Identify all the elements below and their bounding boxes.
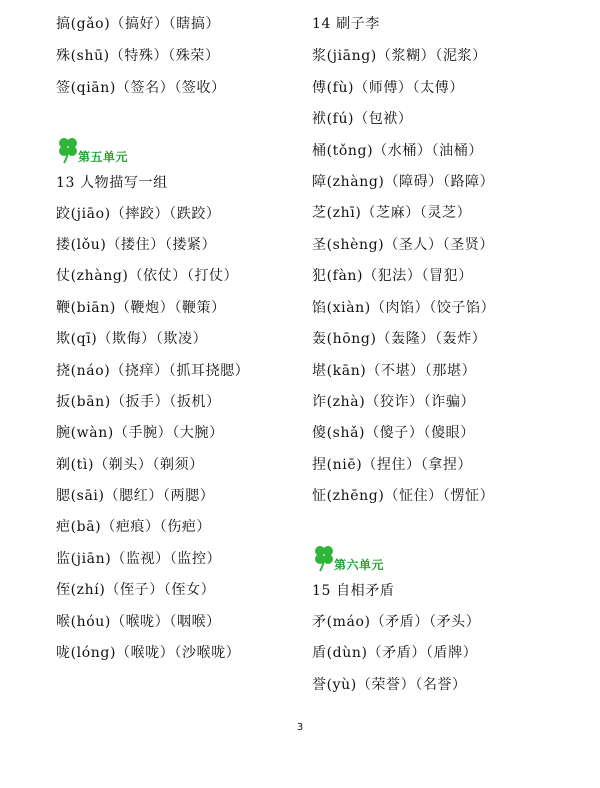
vocab-line: 扳(bān)（扳手）（扳机） bbox=[56, 394, 221, 410]
page-number: 3 bbox=[296, 722, 304, 733]
vocab-line: 盾(dùn)（矛盾）（盾牌） bbox=[312, 645, 478, 661]
vocab-line: 鞭(biān)（鞭炮）（鞭策） bbox=[56, 300, 226, 316]
lesson-title: 13 人物描写一组 bbox=[56, 175, 168, 191]
vocab-line: 芝(zhī)（芝麻）（灵芝） bbox=[312, 205, 472, 221]
vocab-line: 殊(shū)（特殊）（殊荣） bbox=[56, 48, 220, 64]
vocab-line: 怔(zhēng)（怔住）（愣怔） bbox=[312, 488, 495, 504]
unit-header-5 bbox=[56, 136, 176, 166]
vocab-line: 挠(náo)（挠痒）（抓耳挠腮） bbox=[56, 363, 250, 379]
vocab-line: 轰(hōng)（轰隆）（轰炸） bbox=[312, 331, 487, 347]
vocab-line: 馅(xiàn)（肉馅）（饺子馅） bbox=[312, 300, 496, 316]
vocab-line: 侄(zhí)（侄子）（侄女） bbox=[56, 582, 216, 598]
vocab-line: 誉(yù)（荣誉）（名誉） bbox=[312, 677, 467, 693]
vocab-line: 堪(kān)（不堪）（那堪） bbox=[312, 363, 477, 379]
lesson-title: 15 自相矛盾 bbox=[312, 583, 395, 599]
vocab-line: 喉(hóu)（喉咙）（咽喉） bbox=[56, 614, 221, 630]
lesson-title: 14 刷子李 bbox=[312, 16, 380, 32]
vocab-line: 障(zhàng)（障碍）（路障） bbox=[312, 174, 495, 190]
vocab-line: 诈(zhà)（狡诈）（诈骗） bbox=[312, 394, 476, 410]
vocab-line: 傻(shǎ)（傻子）（傻眼） bbox=[312, 425, 475, 441]
vocab-line: 捏(niē)（捏住）（拿捏） bbox=[312, 457, 473, 473]
vocab-line: 监(jiān)（监视）（监控） bbox=[56, 551, 222, 567]
unit-label: 第六单元 bbox=[334, 558, 385, 572]
vocab-line: 疤(bā)（疤痕）（伤疤） bbox=[56, 519, 212, 535]
clover-icon bbox=[312, 544, 336, 572]
vocab-line: 袱(fú)（包袱） bbox=[312, 111, 413, 127]
vocab-line: 犯(fàn)（犯法）（冒犯） bbox=[312, 268, 473, 284]
vocab-line: 浆(jiāng)（浆糊）（泥浆） bbox=[312, 48, 487, 64]
vocab-line: 腮(sāi)（腮红）（两腮） bbox=[56, 488, 215, 504]
vocab-line: 矛(máo)（矛盾）（矛头） bbox=[312, 614, 481, 630]
vocab-line: 搞(gǎo)（搞好）（瞎搞） bbox=[56, 16, 221, 32]
vocab-line: 仗(zhàng)（依仗）（打仗） bbox=[56, 268, 239, 284]
vocab-line: 欺(qī)（欺侮）（欺凌） bbox=[56, 331, 208, 347]
vocab-line: 剃(tì)（剃头）（剃须） bbox=[56, 457, 204, 473]
vocab-line: 圣(shèng)（圣人）（圣贤） bbox=[312, 237, 494, 253]
vocab-line: 傅(fù)（师傅）（太傅） bbox=[312, 80, 464, 96]
unit-header-6 bbox=[312, 544, 432, 574]
vocab-line: 桶(tǒng)（水桶）（油桶） bbox=[312, 143, 483, 159]
vocab-line: 跤(jiāo)（摔跤）（跌跤） bbox=[56, 206, 221, 222]
vocab-line: 腕(wàn)（手腕）（大腕） bbox=[56, 425, 224, 441]
unit-label: 第五单元 bbox=[78, 150, 129, 164]
clover-icon bbox=[56, 136, 80, 164]
vocab-line: 咙(lóng)（喉咙）（沙喉咙） bbox=[56, 645, 241, 661]
vocab-line: 签(qiān)（签名）（签收） bbox=[56, 80, 226, 96]
vocab-line: 搂(lǒu)（搂住）（搂紧） bbox=[56, 237, 217, 253]
